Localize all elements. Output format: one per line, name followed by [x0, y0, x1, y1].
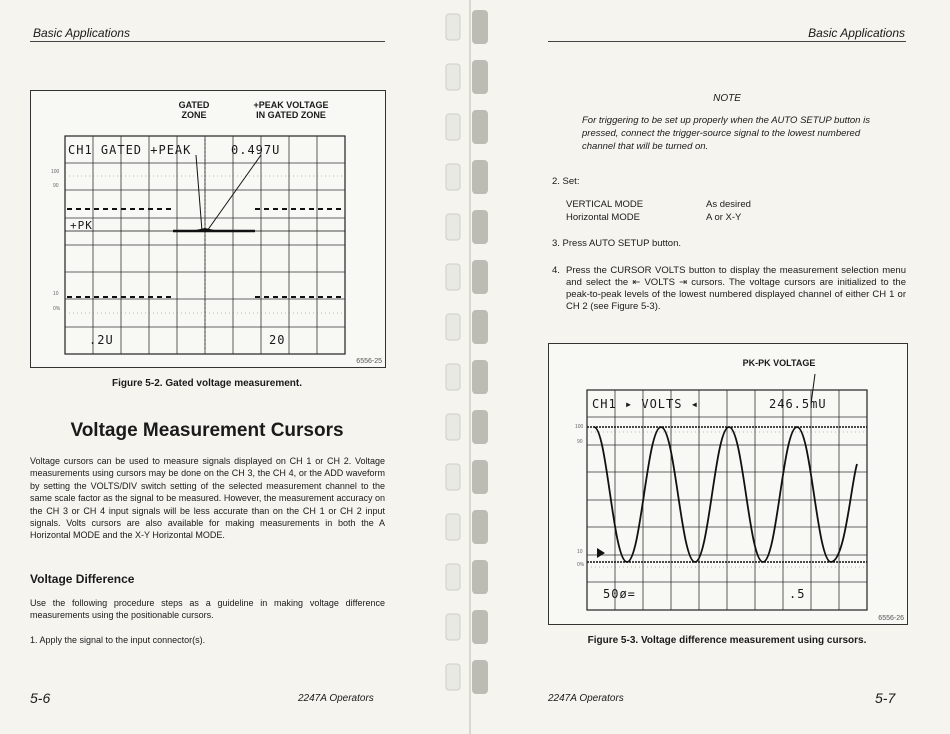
figure-5-2	[30, 90, 386, 368]
grat-0-label: 0%	[577, 562, 585, 568]
left-page	[0, 0, 440, 734]
step-2: 2. Set:	[552, 176, 580, 187]
step-4-number: 4.	[552, 265, 560, 276]
cursor-readout-top: CH1 ▸ VOLTS ◂	[592, 397, 699, 411]
cursor-readout-value: 246.5mU	[769, 397, 827, 411]
gated-readout-time: 20	[269, 333, 286, 347]
mode-value: As desired	[706, 199, 751, 210]
subsection-title: Voltage Difference	[30, 572, 135, 586]
right-header-rule	[548, 41, 906, 42]
figure-5-2-caption: Figure 5-2. Gated voltage measurement.	[111, 378, 303, 389]
mode-row	[566, 198, 751, 211]
peak-voltage-label: +PEAK VOLTAGE IN GATED ZONE	[253, 100, 329, 120]
spiral-binding	[440, 0, 500, 734]
right-footer: 2247A Operators	[548, 693, 624, 704]
figure-5-3-caption: Figure 5-3. Voltage difference measurement using cursors.	[587, 635, 867, 646]
grat-100-label: 100	[575, 424, 584, 430]
figure-5-3-id: 6556-26	[878, 615, 904, 622]
grat-10-label: 10	[53, 291, 59, 297]
step-1: 1. Apply the signal to the input connector(s).	[30, 635, 206, 645]
gated-readout-value: 0.497U	[231, 143, 281, 157]
left-footer: 2247A Operators	[298, 693, 374, 704]
grat-90-label: 90	[53, 183, 59, 189]
mode-value: A or X-Y	[706, 212, 742, 223]
mode-name: VERTICAL MODE	[566, 199, 644, 210]
grat-100-label: 100	[51, 169, 60, 175]
pk-pk-voltage-label: PK-PK VOLTAGE	[742, 358, 816, 368]
cursor-paragraph: Voltage cursors can be used to measure signals displayed on CH 1 or CH 2. Voltage measurements using cursors may be done on the CH 3, the CH 4, or the ADD waveform by setting the VOLTS/DIV switch setting of the selected measurement channel to the same scale factor as the signal to be measured. However, the measurement accuracy on the CH 3 or CH 4 input signals will be less accurate than on the CH 1 or CH 2 input signals. Volts cursors are also available for making measurements in both the A Horizontal MODE and the X-Y Horizontal MODE.	[30, 456, 385, 541]
gated-readout-top: CH1 GATED +PEAK	[68, 143, 192, 157]
gated-readout-scale: .2U	[89, 333, 114, 347]
step-4: Press the CURSOR VOLTS button to display the measurement selection menu and select the ⇤ VOLTS ⇥ cursors. The voltage cursors are initialized to the peak-to-peak levels of the lowest numbered displayed channel of either CH 1 or CH 2 (see Figure 5-3).	[566, 265, 906, 312]
note-title: NOTE	[713, 93, 741, 104]
grat-90-label: 90	[577, 439, 583, 445]
mode-name: Horizontal MODE	[566, 212, 640, 223]
figure-5-3	[548, 343, 908, 625]
figure-5-2-id: 6556-25	[356, 358, 382, 365]
right-page-number: 5-7	[875, 690, 896, 706]
mode-row	[566, 211, 751, 224]
left-header-rule	[30, 41, 385, 42]
note-text: For triggering to be set up properly when the AUTO SETUP button is pressed, connect the trigger-source signal to the lowest numbered channel that will be turned on.	[582, 115, 870, 152]
subsection-paragraph: Use the following procedure steps as a guideline in making voltage difference measurements using the positionable cursors.	[30, 598, 385, 621]
right-running-header: Basic Applications	[808, 26, 905, 40]
cursor-readout-scale: 50ø=	[603, 587, 636, 601]
mode-settings-table	[566, 198, 751, 224]
peak-marker-label: +PK	[70, 219, 93, 232]
left-running-header: Basic Applications	[33, 26, 130, 40]
grat-10-label: 10	[577, 549, 583, 555]
cursor-graticule	[549, 344, 907, 624]
cursor-readout-time: .5	[789, 587, 806, 601]
grat-0-label: 0%	[53, 306, 61, 312]
left-page-number: 5-6	[30, 690, 51, 706]
gated-zone-label: GATED ZONE	[178, 100, 210, 120]
step-3: 3. Press AUTO SETUP button.	[552, 238, 682, 249]
right-page	[500, 0, 950, 734]
section-title: Voltage Measurement Cursors	[70, 420, 344, 441]
